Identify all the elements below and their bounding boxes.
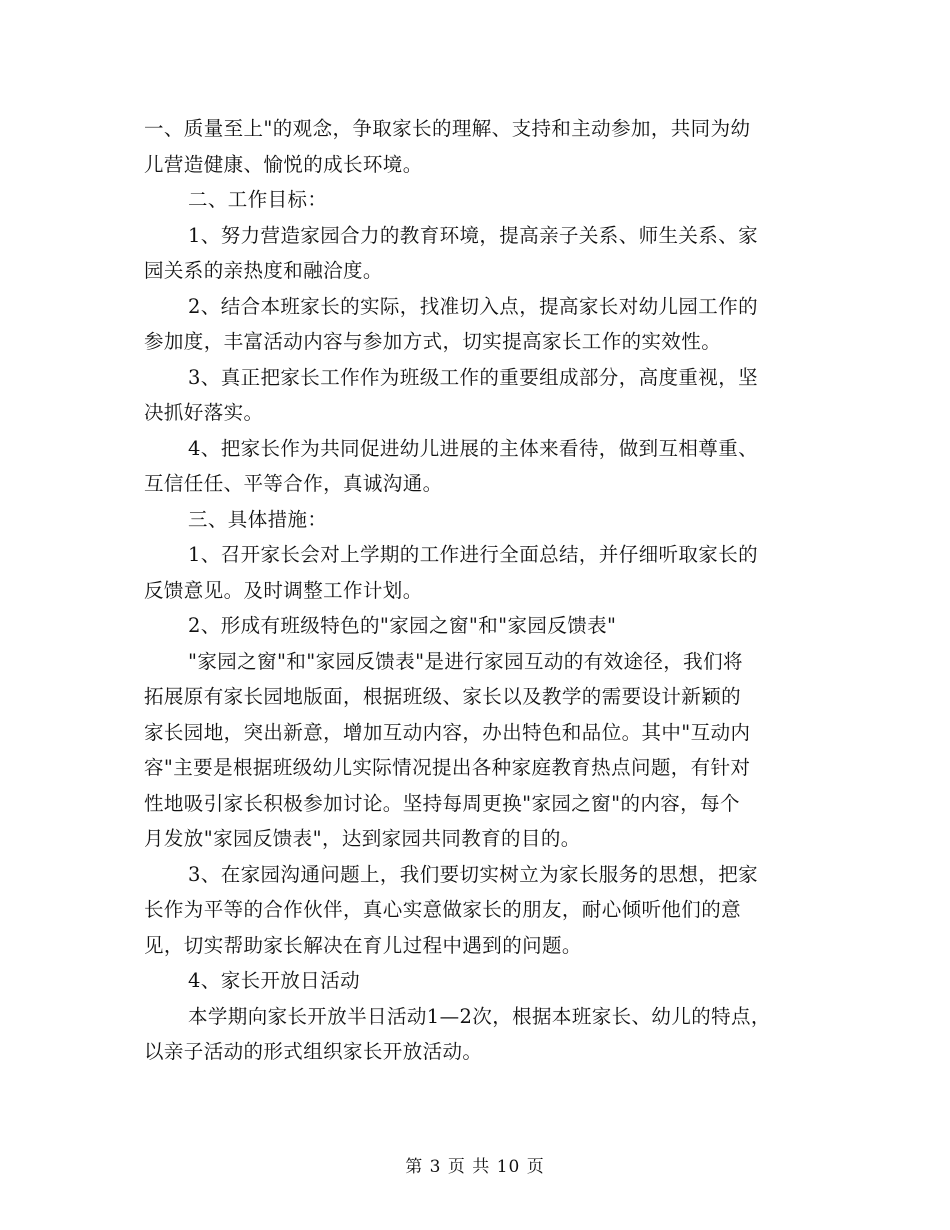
text-line: 互信任任、平等合作，真诚沟通。 <box>144 472 443 495</box>
text-line: 4、把家长作为共同促进幼儿进展的主体来看待，做到互相尊重、 <box>188 436 759 460</box>
goal-item-3 <box>144 360 808 431</box>
text-line: 2、结合本班家长的实际，找准切入点，提高家长对幼儿园工作的 <box>188 294 759 318</box>
measure-item-2-detail <box>144 644 808 857</box>
text-line: 园关系的亲热度和融洽度。 <box>144 259 383 282</box>
text-line: 决抓好落实。 <box>144 401 264 424</box>
text-line: 见，切实帮助家长解决在育儿过程中遇到的问题。 <box>144 933 582 957</box>
text-line: 长作为平等的合作伙伴，真心实意做家长的朋友，耐心倾听他们的意 <box>144 898 742 921</box>
text-line: 4、家长开放日活动 <box>188 969 361 992</box>
text-line: 1、召开家长会对上学期的工作进行全面总结，并仔细听取家长的 <box>188 543 759 566</box>
text-line: 家长园地，突出新意，增加互动内容，办出特色和品位。其中"互动内 <box>144 720 751 744</box>
text-line: 三、具体措施： <box>188 507 328 531</box>
paragraph-1 <box>144 111 808 182</box>
section-heading-goals <box>144 182 808 218</box>
text-line: 参加度，丰富活动内容与参加方式，切实提高家长工作的实效性。 <box>144 330 722 353</box>
measure-item-3 <box>144 857 808 964</box>
text-line: 性地吸引家长积极参加讨论。坚持每周更换"家园之窗"的内容，每个 <box>144 791 740 815</box>
measure-item-2 <box>144 608 808 644</box>
measure-item-4-detail <box>144 999 808 1070</box>
page-number-footer: 第 3 页 共 10 页 <box>405 1157 545 1177</box>
goal-item-2 <box>144 289 808 360</box>
measure-item-1 <box>144 537 808 608</box>
body-text <box>144 111 808 1070</box>
text-line: 二、工作目标： <box>188 188 328 211</box>
section-heading-measures <box>144 502 808 538</box>
text-line: 儿营造健康、愉悦的成长环境。 <box>144 152 423 176</box>
text-line: 容"主要是根据班级幼儿实际情况提出各种家庭教育热点问题，有针对 <box>144 756 751 779</box>
text-line: 3、真正把家长工作作为班级工作的重要组成部分，高度重视，坚 <box>188 365 759 389</box>
goal-item-4 <box>144 431 808 502</box>
text-line: 一、质量至上"的观念，争取家长的理解、支持和主动参加，共同为幼 <box>144 117 751 140</box>
text-line: "家园之窗"和"家园反馈表"是进行家园互动的有效途径，我们将 <box>188 649 743 673</box>
text-line: 本学期向家长开放半日活动1—2次，根据本班家长、幼儿的特点， <box>188 1004 771 1028</box>
measure-item-4 <box>144 963 808 999</box>
goal-item-1 <box>144 218 808 289</box>
text-line: 以亲子活动的形式组织家长开放活动。 <box>144 1040 483 1063</box>
text-line: 拓展原有家长园地版面，根据班级、家长以及教学的需要设计新颖的 <box>144 685 742 708</box>
text-line: 2、形成有班级特色的"家园之窗"和"家园反馈表" <box>188 614 617 637</box>
text-line: 3、在家园沟通问题上，我们要切实树立为家长服务的思想，把家 <box>188 862 759 886</box>
text-line: 反馈意见。及时调整工作计划。 <box>144 578 423 602</box>
text-line: 月发放"家园反馈表"，达到家园共同教育的目的。 <box>144 827 581 850</box>
text-line: 1、努力营造家园合力的教育环境，提高亲子关系、师生关系、家 <box>188 223 759 247</box>
